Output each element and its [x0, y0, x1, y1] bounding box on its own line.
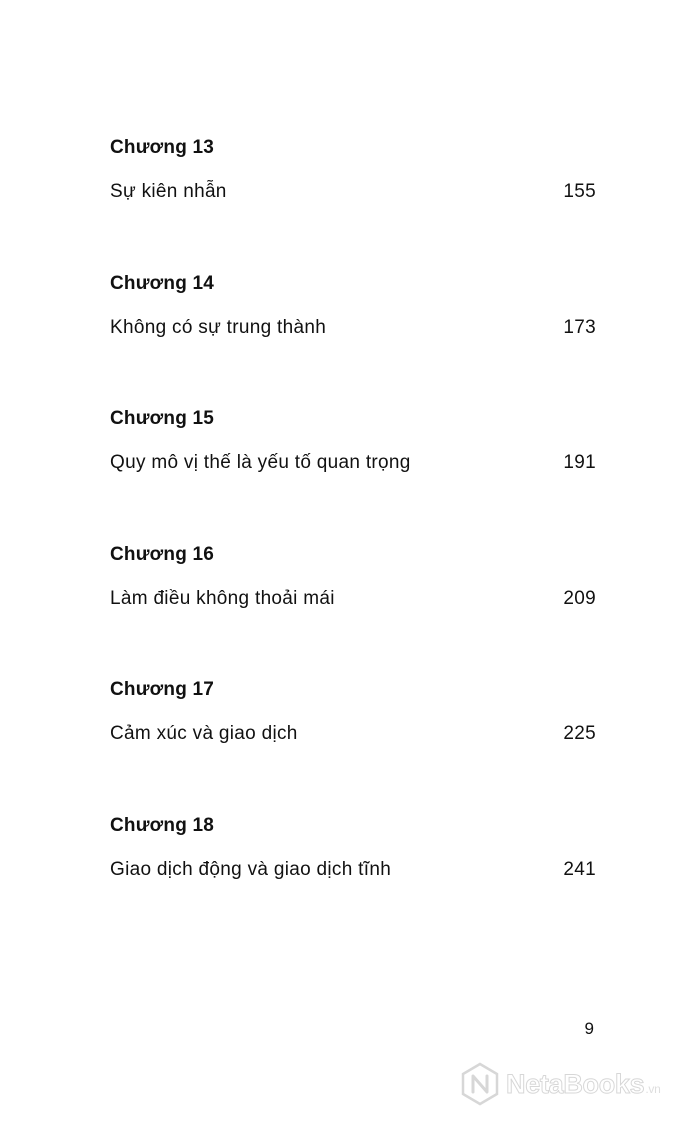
- toc-entry: [110, 856, 596, 884]
- toc-entry: [110, 585, 596, 613]
- chapter-title: Giao dịch động và giao dịch tĩnh: [110, 858, 392, 880]
- toc-chapter-15: [110, 405, 596, 541]
- chapter-page-number: 209: [563, 587, 596, 609]
- chapter-heading: Chương 14: [110, 272, 215, 294]
- chapter-title: Quy mô vị thế là yếu tố quan trọng: [110, 452, 411, 473]
- chapter-title: Sự kiên nhẫn: [110, 181, 227, 202]
- toc-chapter-13: [110, 134, 596, 270]
- page-number: 9: [584, 1019, 594, 1038]
- chapter-page-number: 241: [563, 858, 596, 880]
- chapter-title: Cảm xúc và giao dịch: [110, 723, 298, 744]
- toc-chapter-17: [110, 676, 596, 812]
- toc-chapter-16: [110, 541, 596, 677]
- chapter-title: Không có sự trung thành: [110, 316, 327, 338]
- chapter-title: Làm điều không thoải mái: [110, 587, 335, 609]
- toc-entry: [110, 314, 596, 342]
- toc-entry: [110, 178, 596, 206]
- watermark-brand-text: NetaBooks.vn: [506, 1068, 661, 1099]
- watermark-domain-suffix: .vn: [645, 1081, 661, 1096]
- chapter-heading: Chương 18: [110, 814, 215, 836]
- chapter-page-number: 191: [563, 452, 596, 473]
- chapter-heading: Chương 13: [110, 137, 215, 158]
- chapter-heading: Chương 17: [110, 679, 215, 700]
- netabooks-watermark: [460, 1062, 660, 1106]
- toc-chapter-14: [110, 270, 596, 406]
- toc-entry: [110, 449, 596, 477]
- toc-chapter-18: [110, 812, 596, 948]
- chapter-heading: Chương 15: [110, 408, 215, 429]
- chapter-page-number: 225: [563, 723, 596, 744]
- netabooks-logo-icon: [460, 1062, 500, 1106]
- toc-entry: [110, 720, 596, 748]
- chapter-page-number: 173: [563, 316, 596, 338]
- chapter-page-number: 155: [563, 181, 596, 202]
- chapter-heading: Chương 16: [110, 543, 215, 565]
- table-of-contents: [110, 134, 596, 947]
